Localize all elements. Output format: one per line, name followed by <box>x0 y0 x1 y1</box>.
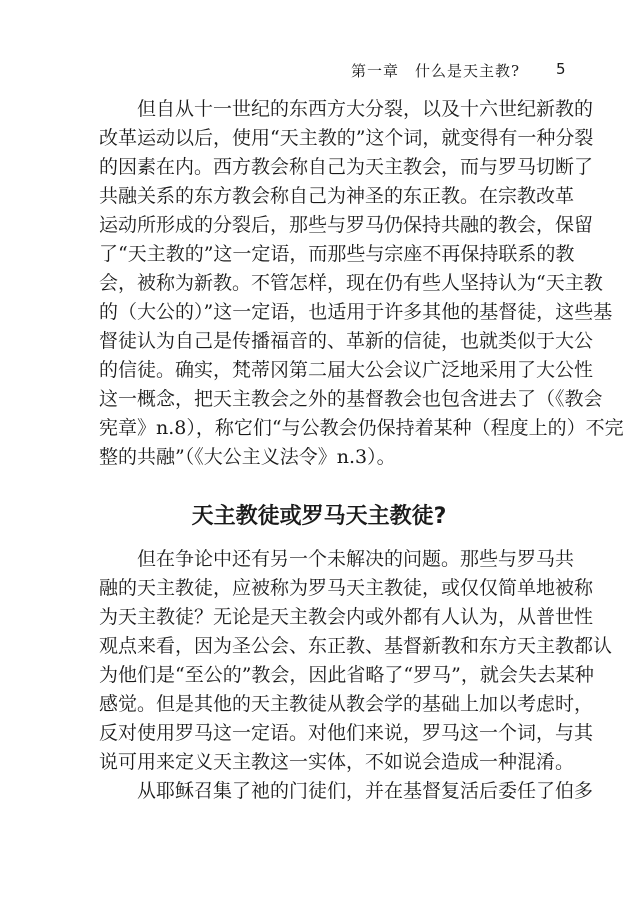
text-line: 宪章》n.8），称它们“与公教会仍保持着某种（程度上的）不完 <box>99 417 624 439</box>
text-line: 整的共融”（《大公主义法令》n.3）。 <box>99 446 396 468</box>
text-line: 感觉。但是其他的天主教徒从教会学的基础上加以考虑时， <box>99 693 594 715</box>
text-line: 了“天主教的”这一定语，而那些与宗座不再保持联系的教 <box>99 243 575 265</box>
text-line: 这一概念，把天主教会之外的基督教会也包含进去了（《教会 <box>99 388 603 410</box>
text-line: 融的天主教徒，应被称为罗马天主教徒，或仅仅简单地被称 <box>99 577 594 599</box>
text-line: 反对使用罗马这一定语。对他们来说，罗马这一个词，与其 <box>99 722 594 744</box>
text-line: 的（大公的）”这一定语，也适用于许多其他的基督徒，这些基 <box>99 301 613 323</box>
text-line: 改革运动以后，使用“天主教的”这个词，就变得有一种分裂 <box>99 127 594 149</box>
text-line: 的信徒。确实，梵蒂冈第二届大公会议广泛地采用了大公性 <box>99 359 594 381</box>
text-line: 但在争论中还有另一个未解决的问题。那些与罗马共 <box>99 548 575 570</box>
text-line: 的因素在内。西方教会称自己为天主教会，而与罗马切断了 <box>99 156 594 178</box>
running-header <box>0 60 638 82</box>
text-line: 为他们是“至公的”教会，因此省略了“罗马”，就会失去某种 <box>99 664 594 686</box>
text-line: 督徒认为自己是传播福音的、革新的信徒，也就类似于大公 <box>99 330 594 352</box>
text-line: 从耶稣召集了祂的门徒们，并在基督复活后委任了伯多 <box>99 780 594 802</box>
text-line: 说可用来定义天主教这一实体，不如说会造成一种混淆。 <box>99 751 575 773</box>
text-line: 为天主教徒？无论是天主教会内或外都有人认为，从普世性 <box>99 606 594 628</box>
section-heading: 天主教徒或罗马天主教徒? <box>191 504 447 529</box>
text-line: 但自从十一世纪的东西方大分裂，以及十六世纪新教的 <box>99 98 594 120</box>
page-number: 5 <box>556 60 566 78</box>
text-line: 会，被称为新教。不管怎样，现在仍有些人坚持认为“天主教 <box>99 272 603 294</box>
text-line: 共融关系的东方教会称自己为神圣的东正教。在宗教改革 <box>99 185 575 207</box>
chapter-title: 第一章 什么是天主教? <box>351 62 521 80</box>
text-line: 观点来看，因为圣公会、东正教、基督新教和东方天主教都认 <box>99 635 613 657</box>
text-line: 运动所形成的分裂后，那些与罗马仍保持共融的教会，保留 <box>99 214 594 236</box>
